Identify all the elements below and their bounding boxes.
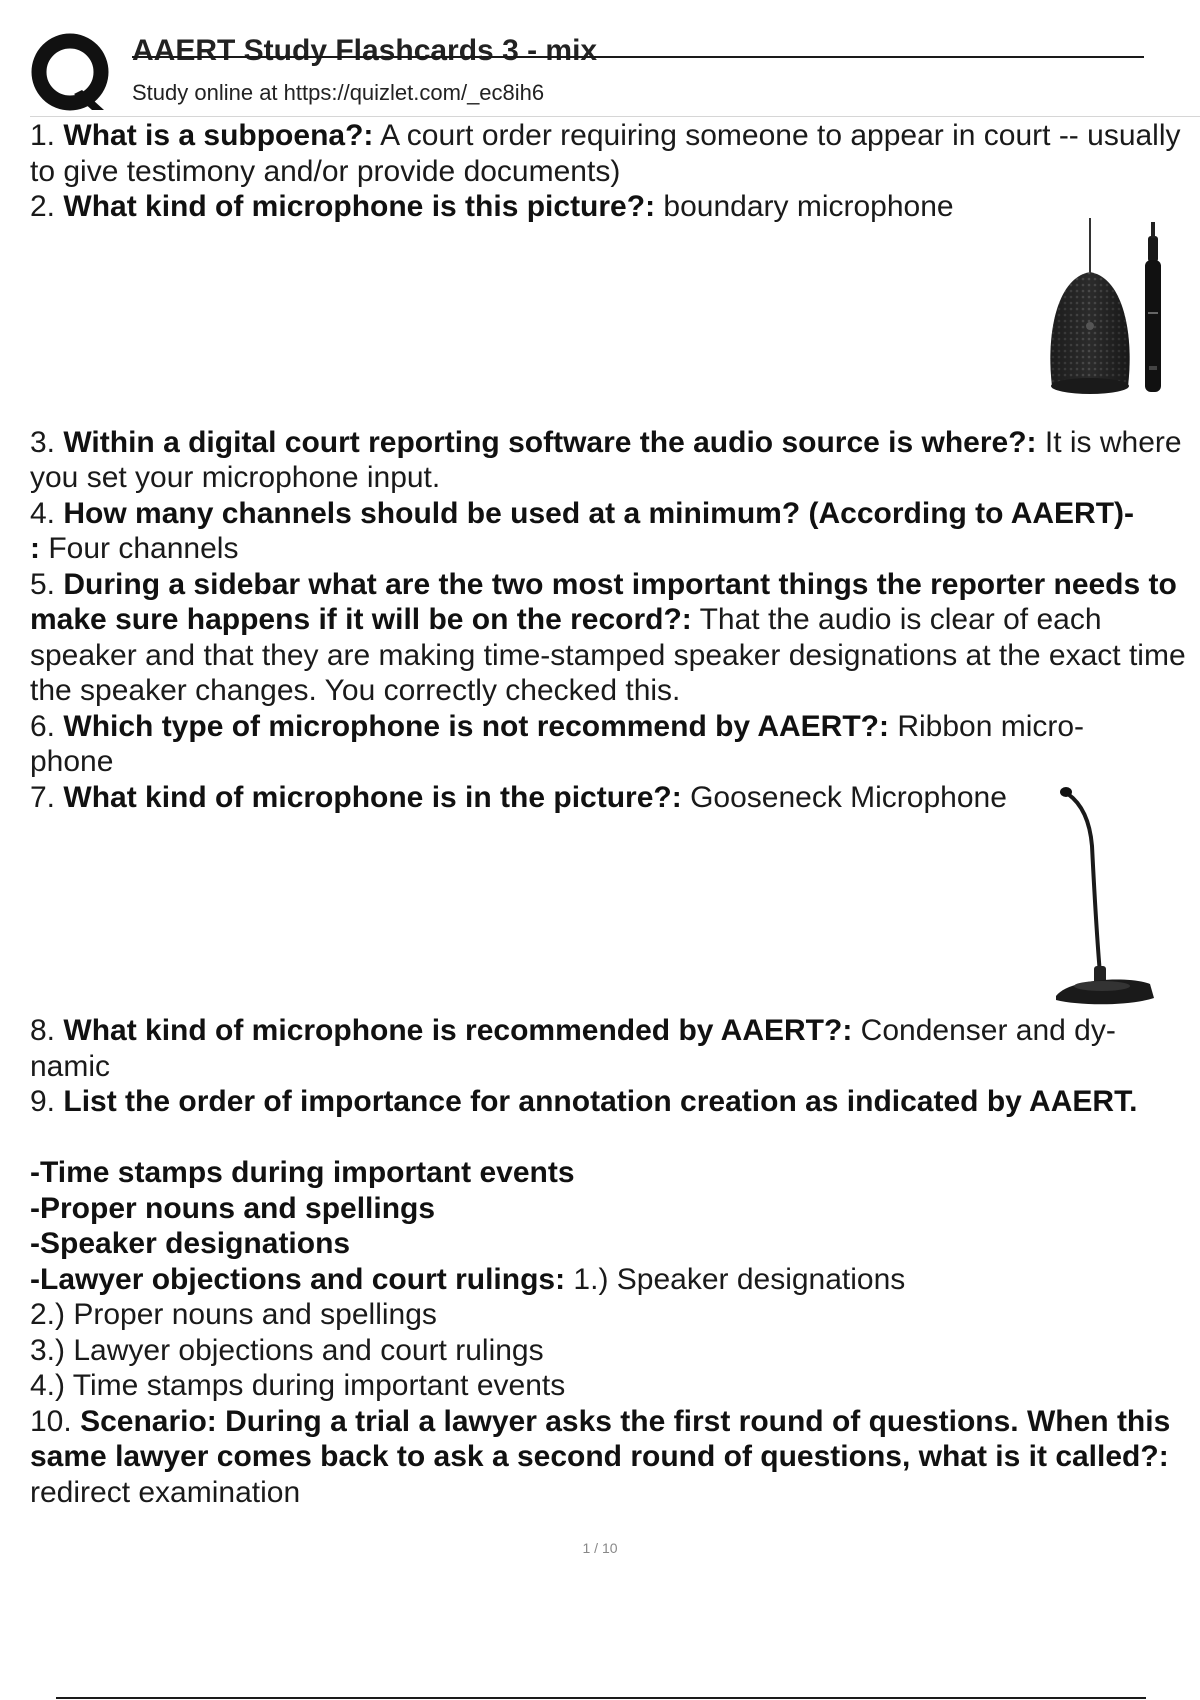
gooseneck-microphone-image <box>1050 786 1160 1004</box>
card-answer: That the audio is clear of each speaker and that they are making time-stamped speaker designations at the exact time the speaker changes. You correctly checked this. <box>30 603 1186 707</box>
card-answer: Gooseneck Microphone <box>690 780 1007 814</box>
study-online-link[interactable]: Study online at https://quizlet.com/_ec8ih6 <box>132 80 545 105</box>
flashcard-1 <box>30 118 1200 189</box>
footer-rule <box>56 1697 1146 1699</box>
flashcard-6 <box>30 709 1200 780</box>
card-question: What kind of microphone is this picture?: <box>63 190 656 223</box>
blank-line <box>30 1120 1200 1156</box>
flashcard-3 <box>30 425 1200 496</box>
card-question-line <box>30 496 1200 532</box>
title-strike-rule <box>132 56 1144 58</box>
card-question: How many channels should be used at a minimum? (According to AAERT)- <box>63 496 1135 530</box>
question-item: -Speaker designations <box>30 1227 351 1260</box>
flashcard-5 <box>30 567 1200 709</box>
answer-item: 3.) Lawyer objections and court rulings <box>30 1333 544 1367</box>
question-item: -Lawyer objections and court rulings: <box>30 1262 566 1296</box>
card-question: Within a digital court reporting software the audio source is where?: <box>63 425 1037 459</box>
card-number: 10. <box>30 1404 72 1438</box>
flashcard-4 <box>30 496 1200 567</box>
flashcard-list <box>30 118 1200 1510</box>
card-number: 8. <box>30 1014 56 1047</box>
card-number: 7. <box>30 780 56 814</box>
card-number: 3. <box>30 425 56 459</box>
card-number: 9. <box>30 1085 56 1118</box>
card-answer-continuation: phone <box>30 745 114 778</box>
card-question: Scenario: During a trial a lawyer asks the first round of questions. When this same lawyer comes back to ask a second round of questions, what is it called?: <box>30 1404 1171 1473</box>
flashcard-9 <box>30 1084 1200 1404</box>
card-question: Which type of microphone is not recommend by AAERT?: <box>63 709 889 743</box>
card-number: 5. <box>30 567 56 601</box>
quizlet-q-logo-icon <box>30 30 114 114</box>
card-number: 6. <box>30 709 56 743</box>
flashcard-10 <box>30 1404 1200 1511</box>
card-answer: boundary microphone <box>663 190 954 223</box>
card-answer: It is where you set your microphone input. <box>30 425 1182 494</box>
card-number: 4. <box>30 496 56 530</box>
picture-space <box>30 225 1200 425</box>
answer-item: 2.) Proper nouns and spellings <box>30 1298 437 1331</box>
card-answer-continuation: namic <box>30 1049 111 1083</box>
flashcard-7 <box>30 780 1200 1014</box>
card-question: List the order of importance for annotation creation as indicated by AAERT. <box>63 1085 1138 1118</box>
card-answer: A court order requiring someone to appear in court -- usually to give testimony and/or provide documents) <box>30 119 1181 188</box>
picture-space <box>30 815 1200 1013</box>
card-question: During a sidebar what are the two most important things the reporter needs to make sure happens if it will be on the record?: <box>30 567 1177 636</box>
document-title: AAERT Study Flashcards 3 - mix <box>132 34 598 67</box>
card-answer: Ribbon micro- <box>897 709 1085 743</box>
card-question: What kind of microphone is recommended by AAERT?: <box>63 1014 853 1047</box>
card-question-line <box>30 1084 1200 1120</box>
card-answer: Four channels <box>48 532 239 565</box>
answer-item: 1.) Speaker designations <box>573 1262 906 1296</box>
card-answer: redirect examination <box>30 1475 301 1509</box>
card-number: 1. <box>30 119 56 152</box>
boundary-microphone-image <box>1032 216 1182 400</box>
card-question: What is a subpoena?: <box>63 119 374 152</box>
answer-item: 4.) Time stamps during important events <box>30 1369 566 1402</box>
flashcard-2 <box>30 189 1200 425</box>
page-number: 1 / 10 <box>582 1540 618 1556</box>
card-question: What kind of microphone is in the picture?: <box>63 780 682 814</box>
card-answer: Condenser and dy- <box>860 1014 1116 1047</box>
question-item: -Time stamps during important events <box>30 1156 575 1189</box>
question-item: -Proper nouns and spellings <box>30 1191 436 1225</box>
flashcard-8 <box>30 1013 1200 1084</box>
card-number: 2. <box>30 190 56 223</box>
header-divider <box>30 116 1200 117</box>
card-question-continuation: : <box>30 532 40 565</box>
page-header <box>0 0 1200 118</box>
